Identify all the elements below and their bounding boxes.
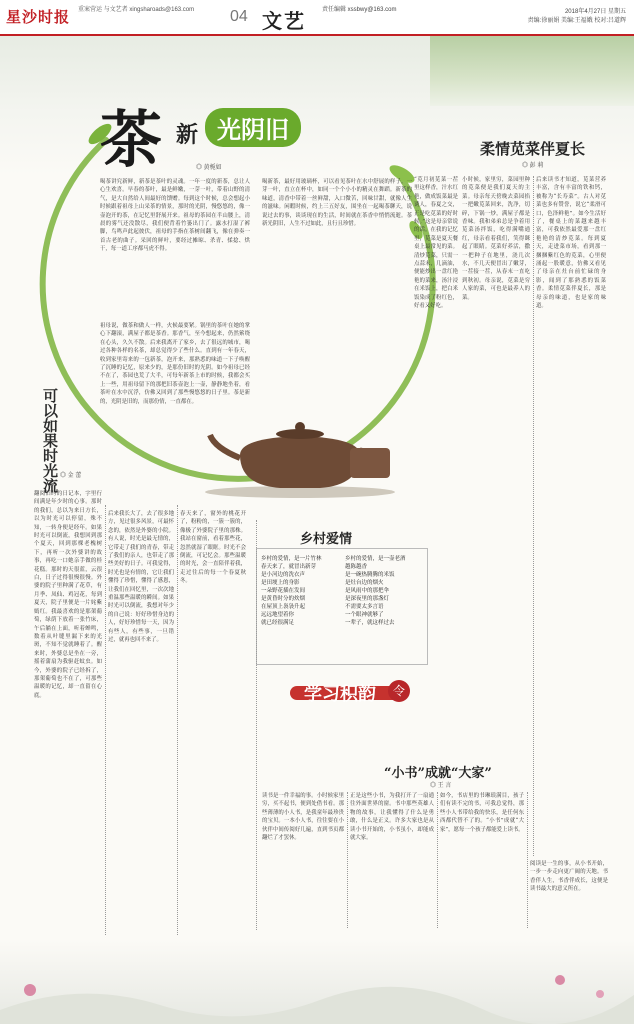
article1-col-1: 喝茶讲究新鲜，新茶是茶叶的灵魂。一年一度的新茶，总让人心生欢喜。早春的茶叶，最是鲜嫩，一芽一叶，带着山野的清气，是大自然给人间最好的馈赠。每到这个时候，总会想起小时候跟着祖母上山采茶的情景，那时的光阴，慢悠悠的，像一壶泡开的茶，在记忆里舒展开来。祖母的茶园在半山腰上，清晨的雾气还没散尽，我们便背着竹篓出门了。露水打湿了裤脚，鸟鸣声此起彼伏，祖母的手指在茶树间翻飞，像在弹奏一首古老的曲子。采回的鲜叶，要经过摊晾、杀青、揉捻、烘干，每一道工序都马虎不得。 <box>100 179 250 253</box>
poem-line: 在屋顶上袅袅升起 <box>261 604 306 610</box>
article2-col-3: 春天来了，窗外的桃花开了，粉粉的，一簇一簇的，像极了外婆院子里的那株。我站在窗前，看着那些花，忽然就湿了眼眶。时光不会倒流，可记忆会。那些温暖的时光，会一直陪伴着我，走过往后的每一个春夏秋冬。 <box>180 511 246 585</box>
newspaper-logo: 星沙时报 <box>6 9 71 26</box>
poem-line: 就已经很满足 <box>261 620 295 626</box>
article5-col-1: 读书是一件幸福的事。小时候家里穷，买不起书，便到处借书看。那些薄薄的小人书，是我童年最珍贵的宝贝。一本小人书，往往要在小伙伴中间传阅好几遍，直到书页都翻烂了才罢休。 <box>262 793 344 842</box>
article4-title: 乡村爱情 <box>300 532 353 547</box>
poem-line: 是深夜里的那盏灯 <box>345 596 390 602</box>
page-number: 04 <box>230 8 248 25</box>
poem-line: 不需要太多言语 <box>345 604 384 610</box>
article2-title: 可以如果时光流 <box>41 388 59 493</box>
article1-byline: ◎ 黄栀如 <box>196 165 222 171</box>
article5-col-3: 如今，书店里的书琳琅满目，孩子们有读不完的书，可我总觉得，那些小人书带给我的快乐，是任何东西都代替不了的。“小书”成就“大家”，愿每一个孩子都能爱上读书。 <box>440 793 524 833</box>
article2-byline: ◎ 金 蕾 <box>60 473 82 479</box>
article1-col-3: 喝新茶，最好用玻璃杯，可以看见茶叶在水中舒展的样子。一芽一叶，直立在杯中，如同一个个小小的精灵在舞蹈。新茶的味道，清香中带着一丝鲜甜，入口微苦，回味甘甜，就像人生的滋味。闲暇时候，约上三五好友，围坐在一起喝茶聊天，说说过去的事，谈谈现在的生活，时间就在茶香中悄悄流逝。茶新光阴旧，人生不过如此，且行且珍惜。 <box>262 179 412 228</box>
article1-col-2: 祖母说，做茶和做人一样，火候最要紧。锅里的茶叶在她的掌心下翻滚，满屋子都是茶香。那香气，至今想起来，仍然萦绕在心头，久久不散。后来我离开了家乡，去了很远的城市，喝过各种各样的名茶，却总觉得少了些什么。直到有一年春天，收到家里寄来的一包新茶，泡开来，那熟悉的味道一下子唤醒了沉睡的记忆，原来少的，是那份旧时的光阴。如今祖母已经不在了，茶园也荒了大半，可每年新茶上市的时候，我都会买上一些，用祖母留下的那把旧茶壶泡上一壶，静静地坐着，看茶叶在水中沉浮，仿佛又回到了那些慢悠悠的日子里。茶是新的，光阴是旧的，而那份情，一直都在。 <box>100 323 250 405</box>
poem-stanza-b <box>345 555 425 627</box>
poem-line: 一朵野花插在发间 <box>261 588 306 594</box>
section-editor: 责任编辑 xssbwy@163.com <box>322 7 397 13</box>
poem-line: 乡村的爱情，是一壶老酒 <box>345 556 406 562</box>
title-new-char: 新 <box>176 122 199 148</box>
poem-line: 一辈子，就这样过去 <box>345 620 395 626</box>
poem-line: 是黄昏时分的炊烟 <box>261 596 306 602</box>
column-divider <box>437 792 438 928</box>
masthead-subtitle: 重案营运 与文艺者 xingsharoads@163.com <box>78 7 195 13</box>
poem-line: 是风雨中的那把伞 <box>345 588 390 594</box>
poem-line: 越陈越香 <box>345 564 368 570</box>
masthead <box>0 0 634 36</box>
poem-line: 是田埂上的身影 <box>261 580 300 586</box>
flower-border-decoration <box>0 950 634 1024</box>
article2-col-1: 翻阅旧时的日记本，字里行间满是年少时的心事。那时的我们，总以为来日方长，以为时光可以停留，殊不知，一转身便是经年。如果时光可以倒流，我想回到那个夏天，回到那棵老槐树下，再听一次外婆讲的故事，再吃一口她亲手做的桂花糕。那时的天很蓝，云很白，日子过得很慢很慢。外婆的院子里种满了花草，有月季、凤仙、鸡冠花，每到夏天，院子里便是一片姹紫嫣红。我最喜欢的是那架葡萄，绿荫下放着一张竹床，午后躺在上面，听着蝉鸣，数着从叶缝里漏下来的光斑，不知不觉就睡着了。醒来时，外婆总是坐在一旁，摇着蒲扇为我驱赶蚊虫。如今，外婆的院子已经拆了，那架葡萄也不在了，可那些温暖的记忆，却一直留在心底。 <box>34 491 102 699</box>
editor-line: 责编:徐丽娟 美编:王福娥 校对:吕道辉 <box>527 18 626 24</box>
article3-col-1: “苋月初苋菜一茬里这样香，汁水红艳，做成饭菜最是诱人，春夏之交，正是吃苋菜的好时候。”这是母亲常说的话。在我的记忆里，苋菜是夏天餐桌上最常见的菜。清炒苋菜，只需一点蒜末，几滴油，便能炒出一盘红艳艳的菜来，汤汁浸在米饭上，把白米饭染成了粉红色，好看又好吃。 <box>414 177 458 310</box>
column-divider <box>533 176 534 856</box>
poem-box <box>256 548 428 665</box>
section-title: 文艺 <box>262 9 306 33</box>
column-divider <box>347 792 348 928</box>
column-divider <box>105 505 106 935</box>
column-divider <box>256 520 257 930</box>
article3-col-3: 后来读书才知道，苋菜营养丰富，含有丰富的铁和钙，被称为“长寿菜”。古人对苋菜也多有赞誉，说它“柔滑可口，色泽鲜艳”。如今生活好了，餐桌上的菜越来越丰富，可我依然最爱那一盘红艳艳的清炒苋菜。每到夏天，走进菜市场，看到那一捆捆紫红色的苋菜，心里便涌起一股暖意，仿佛又看见了母亲在灶台前忙碌的身影，闻到了那熟悉的饭菜香。柔情苋菜伴夏长，那是母亲的味道，也是家的味道。 <box>536 177 606 310</box>
calligraphy-text: 学习积韵 <box>304 684 376 705</box>
article5-title: “小书”成就“大家” <box>384 766 492 781</box>
poem-line: 是小河边的洗衣声 <box>261 572 306 578</box>
seal-stamp: 令 <box>388 680 410 702</box>
poem-line: 是一碗热腾腾的米饭 <box>345 572 395 578</box>
poem-line: 一个眼神就够了 <box>345 612 384 618</box>
article5-col-2: 正是这些小书，为我打开了一扇通往外面世界的窗。书中那些英雄人物的故事，让我懂得了什么是勇敢，什么是正义。许多大家也是从读小书开始的，小书虽小，却能成就大家。 <box>350 793 434 842</box>
poem-line: 是灶台边的烟火 <box>345 580 384 586</box>
teapot-image <box>200 400 400 500</box>
article2-col-2: 后来我长大了，去了很多地方，见过很多风景，可最怀念的，依然是外婆的小院。有人说，时光是最无情的，它带走了我们的青春，带走了我们的亲人，也带走了那些美好的日子。可我觉得，时光也是有情的，它让我们懂得了珍惜，懂得了感恩，让我们在回忆里，一次次地重温那些温暖的瞬间。如果时光可以倒流，我想对年少的自己说：好好珍惜身边的人，好好珍惜每一天，因为有些人，有些事，一旦错过，就再也回不来了。 <box>108 511 174 644</box>
poem-stanza-a <box>261 555 341 627</box>
article3-col-2: 小时候，家里穷，菜园里种的苋菜便是我们夏天的主菜。母亲每天傍晚去菜园掐一把嫩苋菜回来，洗净，切碎，下锅一炒，满屋子都是香味。我和弟弟总是争着用苋菜汤拌饭，吃得满嘴通红，母亲看着我们，笑得眯起了眼睛。苋菜好养活，撒一把种子在地里，浇几次水，不几天便冒出了嫩芽，一茬接一茬，从春末一直吃到秋初。母亲说，苋菜是穷人家的菜，可也是最养人的菜。 <box>462 177 530 301</box>
article3-title: 柔情苋菜伴夏长 <box>480 140 586 158</box>
poem-line: 乡村的爱情，是一片竹林 <box>261 556 322 562</box>
column-divider <box>527 792 528 928</box>
calligraphy-decoration <box>290 672 410 716</box>
poem-line: 远远地望着你 <box>261 612 295 618</box>
column-divider <box>177 505 178 935</box>
title-calligraphy-tea: 茶 <box>100 103 163 176</box>
poem-line: 春天来了，就冒出新芽 <box>261 564 317 570</box>
issue-date <box>480 8 626 26</box>
article5-byline: ◎ 王 言 <box>430 783 452 789</box>
article3-byline: ◎ 彭 莉 <box>522 163 544 169</box>
article5-col-4: 阅读是一生的事，从小书开始，一步一步走向更广阔的天地。书香伴人生，书香伴成长，这便是读书最大的意义所在。 <box>530 861 608 893</box>
date-line: 2018年4月27日 星期五 <box>564 9 626 15</box>
title-main-label: 光阴旧 <box>205 108 301 147</box>
